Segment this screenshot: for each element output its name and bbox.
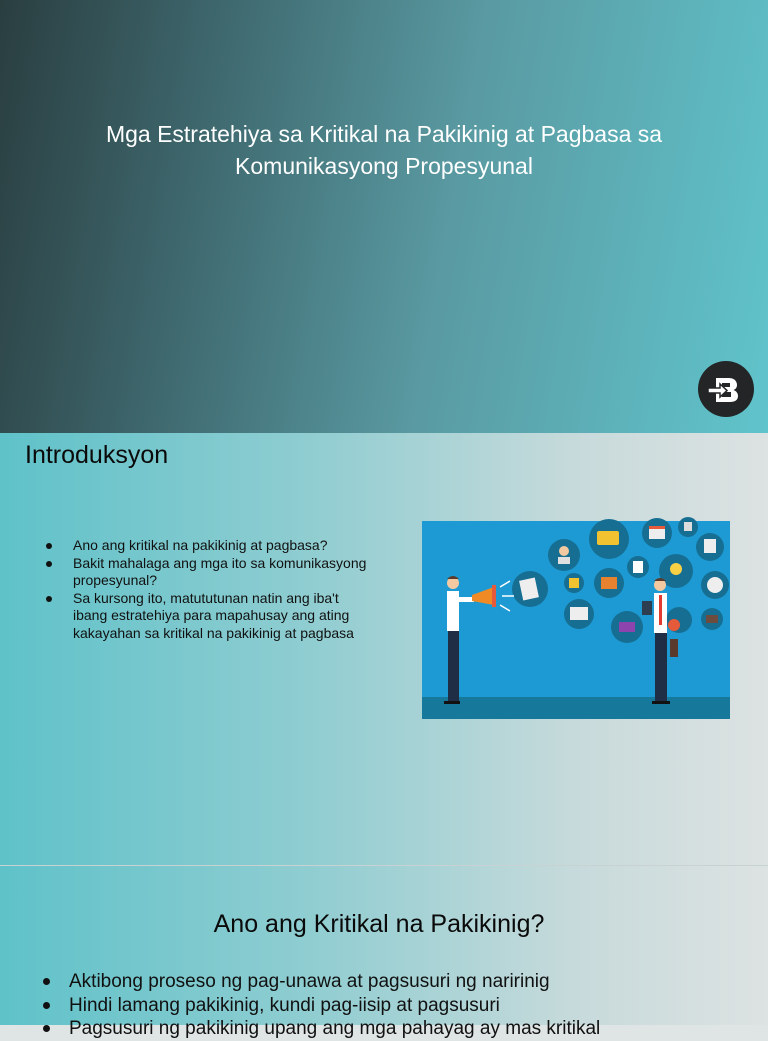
bullet-icon: [46, 561, 52, 567]
list-item: [44, 555, 374, 590]
bullet-list: [40, 970, 740, 1041]
slide-heading: Introduksyon: [25, 441, 169, 469]
megaphone-communication-illustration: [422, 521, 730, 719]
list-item: [40, 994, 740, 1018]
list-item-text: Ano ang kritikal na pakikinig at pagbasa?: [73, 537, 328, 553]
bullet-icon: [43, 978, 50, 985]
list-item: [40, 970, 740, 994]
b-logo-icon[interactable]: [698, 361, 754, 417]
list-item: [44, 590, 374, 643]
list-item-text: Aktibong proseso ng pag-unawa at pagsusuri ng naririnig: [69, 971, 550, 992]
list-item: [44, 537, 374, 555]
bullet-list: [44, 537, 374, 642]
list-item-text: Pagsusuri ng pakikinig upang ang mga pahayag ay mas kritikal: [69, 1018, 601, 1039]
bullet-icon: [46, 596, 52, 602]
list-item-text: Sa kursong ito, matututunan natin ang iba't ibang estratehiya para mapahusay ang ating kakayahan sa kritikal na pakikinig at pagbasa: [73, 589, 354, 641]
introduction-slide: [0, 433, 768, 865]
list-item-text: Hindi lamang pakikinig, kundi pag-iisip at pagsusuri: [69, 994, 500, 1016]
bullet-icon: [46, 543, 52, 549]
critical-listening-slide: [0, 865, 768, 1039]
bullet-icon: [43, 1025, 50, 1032]
list-item: [40, 1017, 740, 1041]
slide-heading: Ano ang Kritikal na Pakikinig?: [213, 910, 545, 938]
list-item-text: Bakit mahalaga ang mga ito sa komunikasyong propesyunal?: [73, 554, 367, 588]
bullet-icon: [43, 1002, 50, 1009]
title-slide: [0, 0, 768, 433]
presentation-title: Mga Estratehiya sa Kritikal na Pakikinig at Pagbasa sa Komunikasyong Propesyunal: [105, 121, 663, 179]
